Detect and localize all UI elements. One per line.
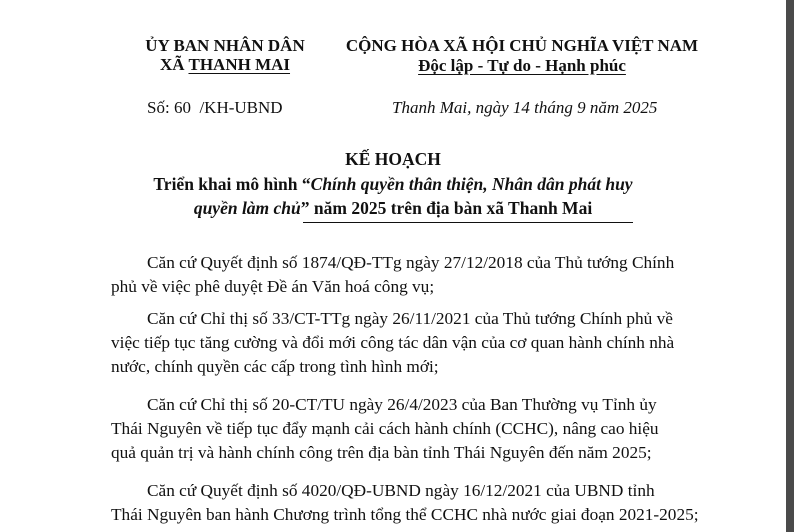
document-type: KẾ HOẠCH [345,149,441,169]
paragraph-2-line-2: việc tiếp tục tăng cường và đổi mới công tác dân vận của cơ quan hành chính nhà [111,333,675,352]
paragraph-2-line-1: Căn cứ Chỉ thị số 33/CT-TTg ngày 26/11/2021 của Thủ tướng Chính phủ về [147,309,673,328]
page-edge [786,0,794,532]
title-line1-italic: Chính quyền thân thiện, Nhân dân phát huy [310,174,633,194]
place-date: Thanh Mai, ngày 14 tháng 9 năm 2025 [392,98,658,117]
title-underline [303,222,633,223]
national-motto [322,56,722,76]
paragraph-3-line-2: Thái Nguyên về tiếp tục đẩy mạnh cải cách hành chính (CCHC), nâng cao hiệu [111,419,659,438]
org-name-line1: ỦY BAN NHÂN DÂN [145,36,305,55]
national-title: CỘNG HÒA XÃ HỘI CHỦ NGHĨA VIỆT NAM [345,36,699,55]
paragraph-3-line-3: quả quản trị và hành chính công trên địa bàn tỉnh Thái Nguyên đến năm 2025; [111,443,652,462]
title-line1-prefix: Triển khai mô hình “ [153,174,311,194]
paragraph-1-line-2: phủ về việc phê duyệt Đề án Văn hoá công vụ; [111,277,435,296]
paragraph-4-line-1: Căn cứ Quyết định số 4020/QĐ-UBND ngày 16/12/2021 của UBND tỉnh [147,481,655,500]
doc-number-value: 60 [173,98,191,117]
doc-number-label: Số: [147,98,170,117]
paragraph-1-line-1: Căn cứ Quyết định số 1874/QĐ-TTg ngày 27/12/2018 của Thủ tướng Chính [147,253,675,272]
title-line1 [0,174,786,195]
paragraph-2-line-3: nước, chính quyền các cấp trong tình hình mới; [111,357,439,376]
motto-text: Độc lập - Tự do - Hạnh phúc [418,56,626,75]
org-name-line2 [120,55,330,75]
doc-number [147,98,283,118]
title-line2-suffix: ” năm 2025 trên địa bàn xã Thanh Mai [300,198,593,218]
paragraph-3-line-1: Căn cứ Chỉ thị số 20-CT/TU ngày 26/4/2023 của Ban Thường vụ Tỉnh ủy [147,395,657,414]
org-name-underlined: THANH MAI [188,55,291,74]
org-name-prefix: XÃ [159,55,189,74]
title-line2 [0,198,786,219]
title-line2-italic: quyền làm chủ [193,198,301,218]
paragraph-4-line-2: Thái Nguyên ban hành Chương trình tổng thể CCHC nhà nước giai đoạn 2021-2025; [111,505,699,524]
doc-number-suffix: /KH-UBND [199,98,283,117]
